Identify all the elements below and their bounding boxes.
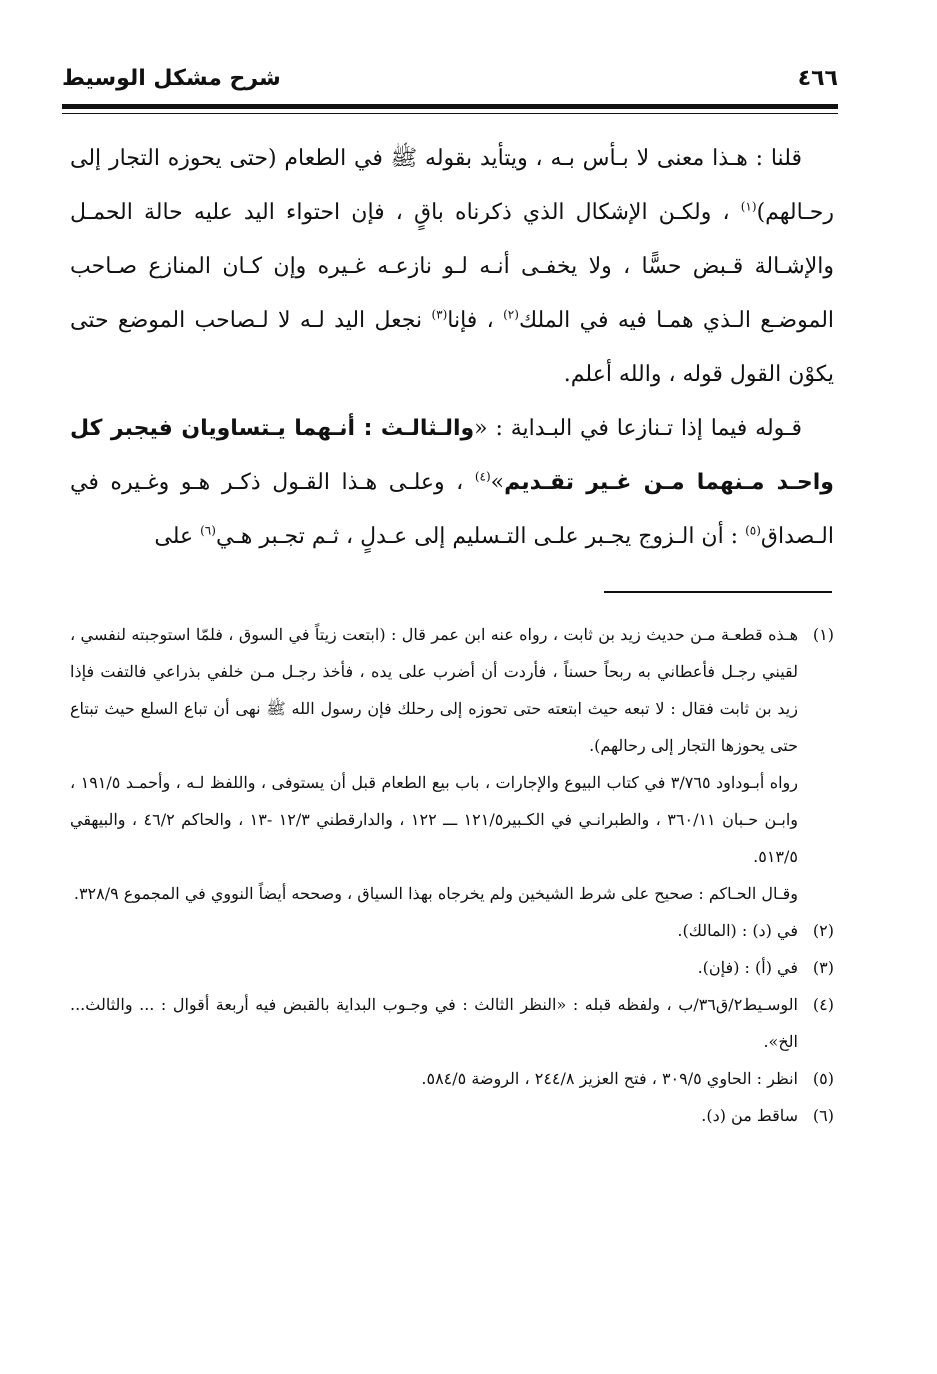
- footnotes: [70, 616, 834, 1134]
- footnote-5: [70, 1060, 834, 1097]
- page-header: [62, 66, 838, 102]
- footnote-2-text: في (د) : (المالك).: [677, 921, 798, 940]
- paragraph-2-text-b: »: [490, 470, 505, 495]
- footnote-ref-4: (٤): [474, 469, 491, 484]
- quoted-bold-text: والـثالـث : أنـهما يـتساويان فيجبر كل واحـد مـنهما مـن غـير تقـديم: [70, 416, 834, 495]
- footnote-3-text: في (أ) : (فإن).: [697, 958, 798, 977]
- main-text: [70, 132, 834, 564]
- footnote-1-text: هـذه قطعـة مـن حديث زيد بن ثابت ، رواه عنه ابن عمر قال : (ابتعت زيتاً في السوق ، فلمّا استوجبته لنفسي ، لقيني رجـل فأعطاني به ربحاً حسناً ، فأردت أن أضرب على يده ، فأخذ رجـل مـن خلفي بذراعي فالتفت فإذا زيد بن ثابت فقال : لا تبعه حيث ابتعته حتى تحوزه إلى رحلك فإن رسول الله ﷺ نهى أن تباع السلع حيث تبتاع حتى يحوزها التجار إلى رحالهم).: [70, 625, 799, 755]
- footnote-1-number: (١): [812, 625, 834, 644]
- footnote-4: [70, 986, 834, 1060]
- footnote-ref-2: (٢): [503, 307, 519, 322]
- footnote-ref-1: (١): [740, 199, 757, 214]
- paragraph-2-text-d: : أن الـزوج يجـبر علـى التـسليم إلى عـدلٍ ، ثـم تجـبر هـي: [215, 524, 739, 549]
- footnote-6: [70, 1097, 834, 1134]
- footnote-4-number: (٤): [812, 995, 834, 1014]
- footnote-6-text: ساقط من (د).: [701, 1106, 798, 1125]
- footnote-1-sources: رواه أبـوداود ٣/٧٦٥ في كتاب البيوع والإجارات ، باب بيع الطعام قبل أن يستوفى ، واللفظ لـه ، وأحمـد ١٩١/٥ ، وابـن حـبان ٣٦٠/١١ ، والطبرانـي في الكـبير١٢١/٥ ـــ ١٢٢ ، والدارقطني ١٢/٣ -١٣ ، والحاكم ٤٦/٢ ، والبيهقي ٥١٣/٥.: [70, 773, 799, 866]
- paragraph-2: [70, 402, 834, 564]
- paragraph-1-text-a: قلنا : هـذا معنى لا بـأس بـه ، ويتأيد بقوله ﷺ في الطعام (حتى يحوزه التجار إلى رحـالهم): [70, 146, 835, 225]
- footnote-2: [70, 912, 834, 949]
- footnote-3: [70, 949, 834, 986]
- footnote-ref-5: (٥): [745, 523, 761, 538]
- footnote-1-grading: وقـال الحـاكم : صحيح على شرط الشيخين ولم يخرجاه بهذا السياق ، وصححه أيضاً النووي في المجموع ٣٢٨/٩.: [73, 884, 798, 903]
- header-rule-thin: [62, 113, 838, 114]
- footnote-ref-6: (٦): [200, 523, 216, 538]
- footnote-2-number: (٢): [812, 921, 834, 940]
- paragraph-1: [70, 132, 834, 402]
- footnote-4-text: الوسـيط٢/ق٣٦/ب ، ولفظه قبله : «النظر الثالث : في وجـوب البداية بالقبض فيه أربعة أقوال : ... والثالث... الخ».: [70, 995, 798, 1051]
- paragraph-2-text-c: ، وعلـى هـذا القـول ذكـر هـو وغـيره في الـصداق: [70, 470, 834, 549]
- footnote-6-number: (٦): [812, 1106, 834, 1125]
- footnote-separator: [604, 591, 832, 593]
- paragraph-2-text-a: قـوله فيما إذا تـنازعا في البـداية : «: [474, 416, 802, 441]
- footnote-5-number: (٥): [812, 1069, 834, 1088]
- footnote-5-text: انظر : الحاوي ٣٠٩/٥ ، فتح العزيز ٢٤٤/٨ ، الروضة ٥٨٤/٥.: [421, 1069, 798, 1088]
- footnote-3-number: (٣): [812, 958, 834, 977]
- page-number: ٤٦٦: [797, 66, 838, 91]
- header-rule-thick: [62, 104, 838, 109]
- paragraph-1-text-c: ، فإنا: [447, 308, 494, 333]
- running-title: شرح مشكل الوسيط: [62, 66, 281, 91]
- paragraph-1-text-b: ، ولكـن الإشكال الذي ذكرناه باقٍ ، فإن احتواء اليد عليه حالة الحمـل والإشـالة قـبض حسًّا ، ولا يخفـى أنـه لـو نازعـه غـيره وإن كـان المنازع صـاحب الموضـع الـذي همـا فيه في الملك: [70, 200, 835, 333]
- paragraph-1-text-d: نجعل اليد لـه لا لـصاحب الموضع حتى يكوْن القول قوله ، والله أعلم.: [70, 308, 834, 387]
- footnote-1: [70, 616, 834, 764]
- footnote-ref-3: (٣): [431, 307, 448, 322]
- paragraph-2-text-e: على: [154, 524, 194, 549]
